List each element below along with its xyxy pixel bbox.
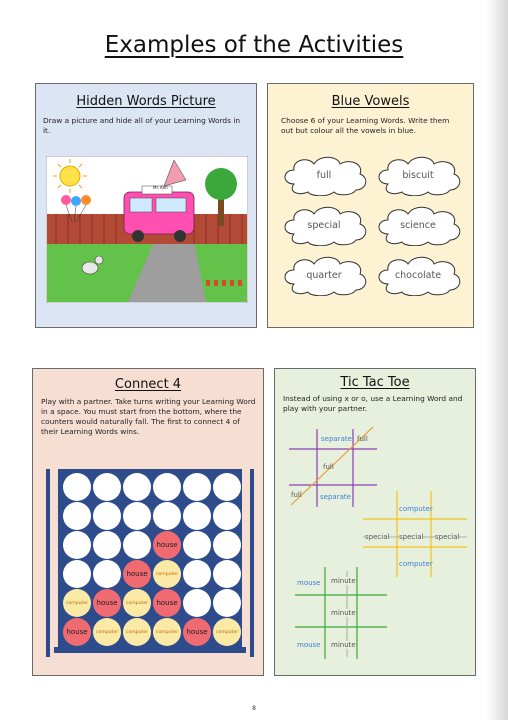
blue-vowels-card bbox=[267, 83, 474, 328]
empty-slot[interactable] bbox=[123, 531, 151, 559]
counter-house[interactable]: house bbox=[153, 531, 181, 559]
empty-slot[interactable] bbox=[63, 473, 91, 501]
ttt1-word-1: separate bbox=[321, 435, 352, 443]
vowel-cloud bbox=[374, 204, 462, 246]
ttt2-word-1: computer bbox=[399, 505, 433, 513]
empty-slot[interactable] bbox=[123, 502, 151, 530]
counter-computer[interactable]: computer bbox=[63, 589, 91, 617]
empty-slot[interactable] bbox=[63, 560, 91, 588]
page-edge-shadow bbox=[486, 0, 508, 720]
empty-slot[interactable] bbox=[183, 589, 211, 617]
vowel-cloud bbox=[280, 204, 368, 246]
blue-vowels-heading: Blue Vowels bbox=[331, 94, 410, 109]
empty-slot[interactable] bbox=[93, 560, 121, 588]
counter-computer[interactable]: computer bbox=[153, 560, 181, 588]
empty-slot[interactable] bbox=[213, 473, 241, 501]
ttt3-word-2: minute bbox=[331, 577, 356, 585]
vowel-word: full bbox=[316, 169, 332, 181]
hidden-words-card bbox=[35, 83, 257, 328]
empty-slot[interactable] bbox=[213, 502, 241, 530]
ttt3-word-3: minute bbox=[331, 609, 356, 617]
empty-slot[interactable] bbox=[93, 502, 121, 530]
vowel-word: science bbox=[400, 219, 436, 231]
empty-slot[interactable] bbox=[213, 531, 241, 559]
ttt2-word-5: computer bbox=[399, 560, 433, 568]
empty-slot[interactable] bbox=[183, 531, 211, 559]
empty-slot[interactable] bbox=[213, 589, 241, 617]
connect4-card bbox=[32, 368, 264, 676]
vowel-word: special bbox=[307, 219, 341, 231]
counter-house[interactable]: house bbox=[183, 618, 211, 646]
empty-slot[interactable] bbox=[183, 502, 211, 530]
vowel-cloud bbox=[374, 154, 462, 196]
hidden-words-heading: Hidden Words Picture bbox=[76, 94, 216, 109]
empty-slot[interactable] bbox=[93, 473, 121, 501]
ttt2-word-4: special bbox=[435, 533, 460, 541]
empty-slot[interactable] bbox=[123, 473, 151, 501]
connect4-heading: Connect 4 bbox=[114, 377, 182, 392]
counter-computer[interactable]: computer bbox=[123, 589, 151, 617]
tictactoe-grid-green bbox=[293, 565, 389, 661]
page-title: Examples of the Activities bbox=[104, 32, 404, 58]
empty-slot[interactable] bbox=[183, 560, 211, 588]
ttt2-word-3: special bbox=[399, 533, 424, 541]
empty-slot[interactable] bbox=[213, 560, 241, 588]
counter-house[interactable]: house bbox=[123, 560, 151, 588]
vowel-word: biscuit bbox=[402, 169, 434, 181]
page-number: 8 bbox=[252, 705, 256, 712]
empty-slot[interactable] bbox=[63, 502, 91, 530]
ttt1-word-3: full bbox=[323, 463, 334, 471]
tictactoe-description: Instead of using x or o, use a Learning Word and play with your partner. bbox=[283, 394, 463, 413]
counter-house[interactable]: house bbox=[63, 618, 91, 646]
ttt2-word-2: special bbox=[365, 533, 390, 541]
empty-slot[interactable] bbox=[153, 473, 181, 501]
ttt1-word-4: full bbox=[291, 491, 302, 499]
ttt1-word-5: separate bbox=[320, 493, 351, 501]
counter-computer[interactable]: computer bbox=[153, 618, 181, 646]
empty-slot[interactable] bbox=[183, 473, 211, 501]
hidden-words-description: Draw a picture and hide all of your Learning Words in it. bbox=[43, 116, 241, 135]
counter-computer[interactable]: computer bbox=[93, 618, 121, 646]
ttt3-word-5: minute bbox=[331, 641, 356, 649]
vowel-cloud bbox=[374, 254, 462, 296]
ttt3-word-4: mouse bbox=[297, 641, 321, 649]
ttt3-word-1: mouse bbox=[297, 579, 321, 587]
empty-slot[interactable] bbox=[63, 531, 91, 559]
vowel-word: chocolate bbox=[394, 269, 442, 281]
counter-house[interactable]: house bbox=[153, 589, 181, 617]
empty-slot[interactable] bbox=[153, 502, 181, 530]
tictactoe-card bbox=[274, 368, 476, 676]
ttt1-word-2: full bbox=[357, 435, 368, 443]
vowel-cloud bbox=[280, 154, 368, 196]
counter-computer[interactable]: computer bbox=[213, 618, 241, 646]
blue-vowels-description: Choose 6 of your Learning Words. Write them out but colour all the vowels in blue. bbox=[281, 116, 450, 135]
vowel-word: quarter bbox=[306, 269, 342, 281]
counter-computer[interactable]: computer bbox=[123, 618, 151, 646]
counter-house[interactable]: house bbox=[93, 589, 121, 617]
connect4-description: Play with a partner. Take turns writing your Learning Word in a space. You must start from the bottom, where the counters would naturally fall. The first to connect 4 of their Learning Words wins. bbox=[41, 397, 256, 436]
empty-slot[interactable] bbox=[93, 531, 121, 559]
tictactoe-heading: Tic Tac Toe bbox=[340, 375, 410, 390]
hidden-words-drawing bbox=[46, 156, 248, 303]
connect4-board bbox=[46, 469, 254, 659]
vowel-cloud bbox=[280, 254, 368, 296]
van-sign-text: Mr. Ken bbox=[153, 185, 168, 190]
